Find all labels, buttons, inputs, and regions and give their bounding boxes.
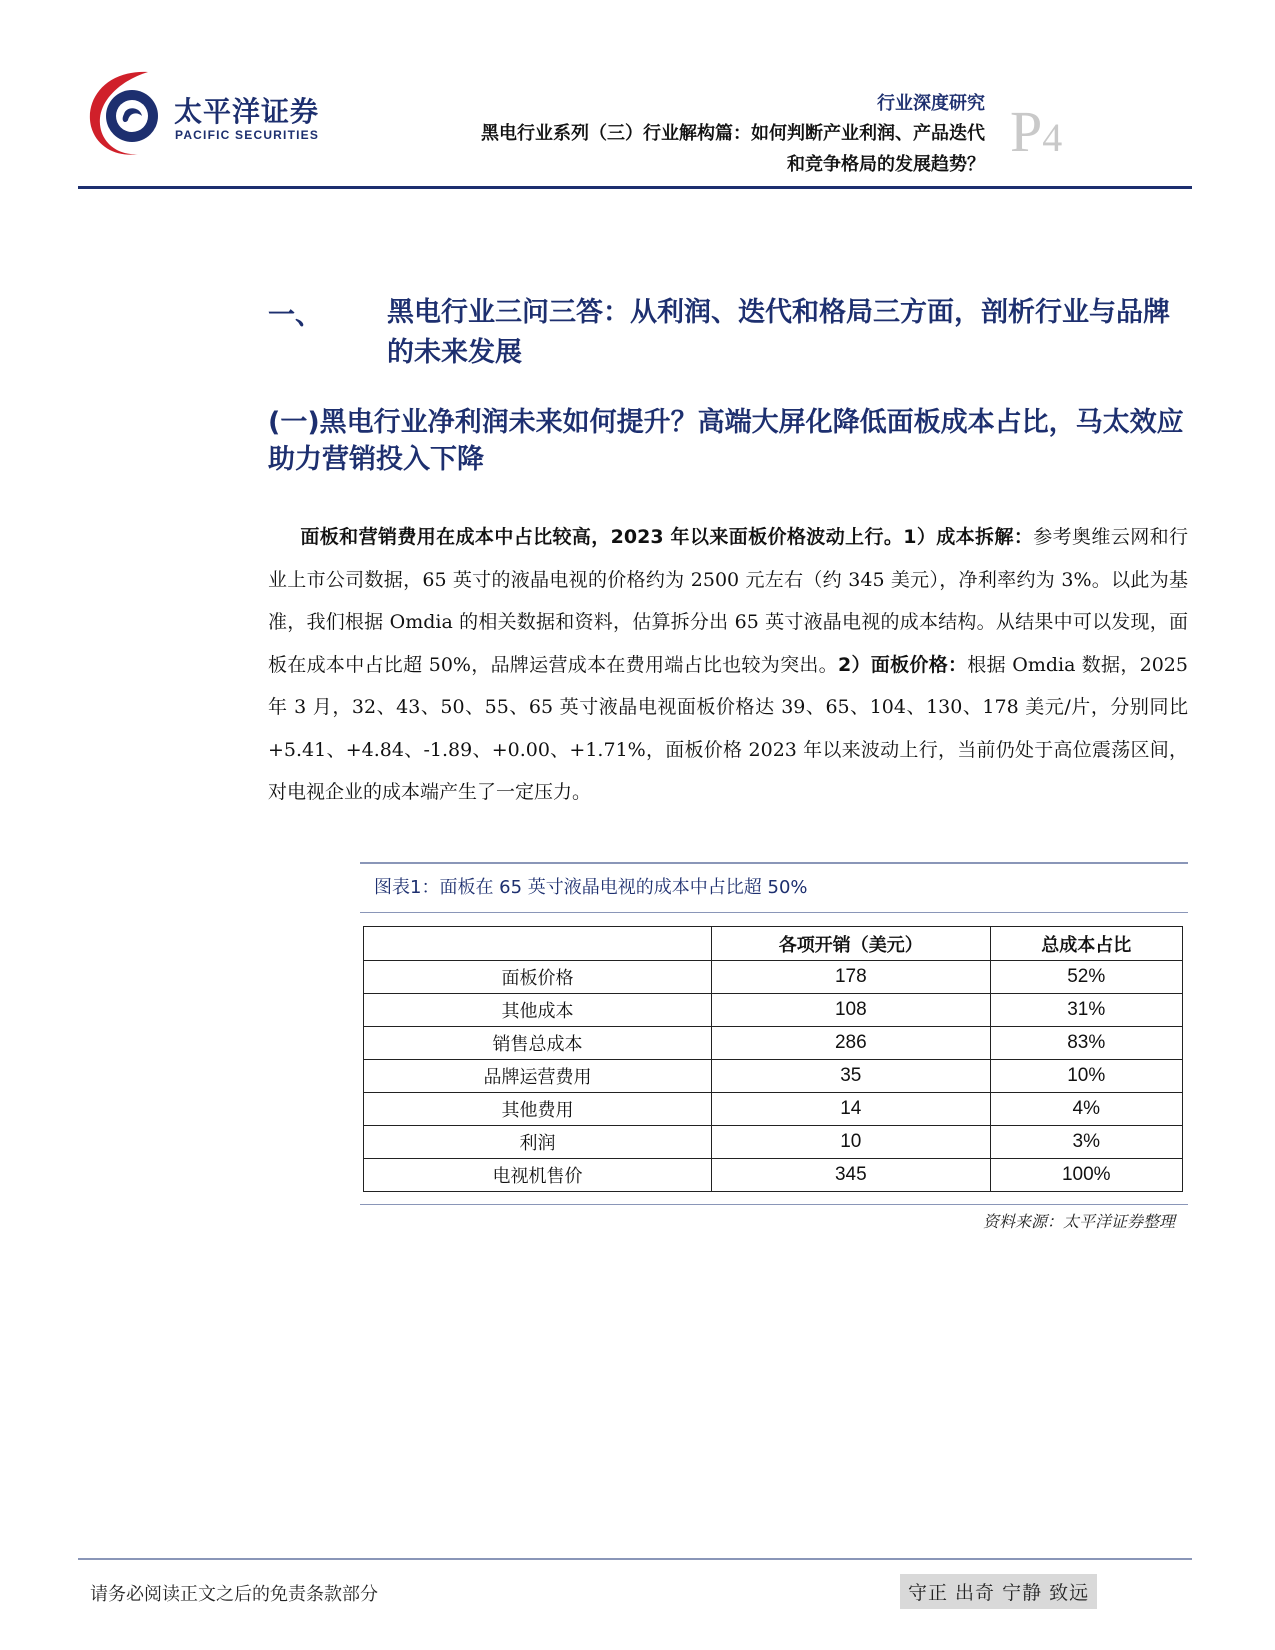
- footer-divider: [78, 1558, 1192, 1560]
- row-cost: 286: [712, 1027, 990, 1060]
- header-divider: [78, 186, 1192, 189]
- row-label: 面板价格: [364, 961, 712, 994]
- body-text-part1: 参考奥维云网和行业上市公司数据，65 英寸的液晶电视的价格约为 2500 元左右（约 345 美元），净利率约为 3%。以此为基准，我们根据 Omdia 的相关数据和资料，估算拆分出 65 英寸液晶电视的成本结构。从结果中可以发现，面板在成本中占比超 50%，品牌运营成本在费用端占比也较为突出。: [268, 526, 1188, 676]
- subsection-title: (一)黑电行业净利润未来如何提升？高端大屏化降低面板成本占比，马太效应助力营销投入下降: [268, 407, 1184, 475]
- row-cost: 14: [712, 1093, 990, 1126]
- figure-bottom-rule: [360, 1204, 1188, 1205]
- row-share: 10%: [990, 1060, 1182, 1093]
- report-title-line2: 和竞争格局的发展趋势？: [787, 154, 985, 175]
- figure-title-rule: [360, 912, 1188, 913]
- section-title: 黑电行业三问三答：从利润、迭代和格局三方面，剖析行业与品牌的未来发展: [387, 297, 1170, 368]
- footer-disclaimer: 请务必阅读正文之后的免责条款部分: [90, 1584, 378, 1605]
- panel-price-bold: 2）面板价格：: [837, 653, 968, 676]
- figure-source: 资料来源：太平洋证券整理: [982, 1212, 1175, 1231]
- footer-motto: 守正 出奇 宁静 致远: [900, 1574, 1097, 1609]
- report-title-line1: 黑电行业系列（三）行业解构篇：如何判断产业利润、产品迭代: [481, 123, 985, 144]
- row-share: 3%: [990, 1126, 1182, 1159]
- figure-top-rule: [360, 862, 1188, 864]
- table-header-cost: 各项开销（美元）: [712, 927, 990, 961]
- body-text-part2: 根据 Omdia 数据，2025 年 3 月，32、43、50、55、65 英寸液晶电视面板价格达 39、65、104、130、178 美元/片，分别同比+5.41、+4.84、-1.89、+0.00、+1.71%，面板价格 2023 年以来波动上行，当前仍处于高位震荡区间，对电视企业的成本端产生了一定压力。: [268, 653, 1188, 803]
- table-row: [364, 1093, 1183, 1126]
- report-type: 行业深度研究: [877, 93, 985, 114]
- row-label: 电视机售价: [364, 1159, 712, 1192]
- row-cost: 178: [712, 961, 990, 994]
- company-logo: [86, 66, 346, 166]
- table-row: [364, 1159, 1183, 1192]
- row-share: 83%: [990, 1027, 1182, 1060]
- row-cost: 345: [712, 1159, 990, 1192]
- row-share: 100%: [990, 1159, 1182, 1192]
- table-header-share: 总成本占比: [990, 927, 1182, 961]
- table-row: [364, 1126, 1183, 1159]
- table-row: [364, 1027, 1183, 1060]
- row-share: 52%: [990, 961, 1182, 994]
- row-share: 31%: [990, 994, 1182, 1027]
- figure-title: 图表1：面板在 65 英寸液晶电视的成本中占比超 50%: [374, 877, 808, 898]
- pacific-logo-icon: [86, 66, 168, 158]
- page-number: [1010, 98, 1062, 165]
- body-paragraph: [268, 516, 1188, 814]
- row-label: 其他费用: [364, 1093, 712, 1126]
- page-digit: 4: [1042, 115, 1063, 160]
- table-header-item: [364, 927, 712, 961]
- table-row: [364, 1060, 1183, 1093]
- lead-bold-text: 面板和营销费用在成本中占比较高，2023 年以来面板价格波动上行。1）成本拆解：: [300, 526, 1034, 548]
- cost-table: [363, 926, 1183, 1192]
- row-cost: 108: [712, 994, 990, 1027]
- row-cost: 10: [712, 1126, 990, 1159]
- row-label: 其他成本: [364, 994, 712, 1027]
- table-row: [364, 994, 1183, 1027]
- logo-name-en: PACIFIC SECURITIES: [175, 128, 320, 142]
- table-row: [364, 961, 1183, 994]
- row-label: 利润: [364, 1126, 712, 1159]
- table-header-row: [364, 927, 1183, 961]
- row-label: 销售总成本: [364, 1027, 712, 1060]
- logo-name-cn: 太平洋证券: [174, 95, 320, 128]
- page-prefix: P: [1010, 99, 1043, 164]
- section-number: 一、: [268, 300, 322, 331]
- row-cost: 35: [712, 1060, 990, 1093]
- row-label: 品牌运营费用: [364, 1060, 712, 1093]
- row-share: 4%: [990, 1093, 1182, 1126]
